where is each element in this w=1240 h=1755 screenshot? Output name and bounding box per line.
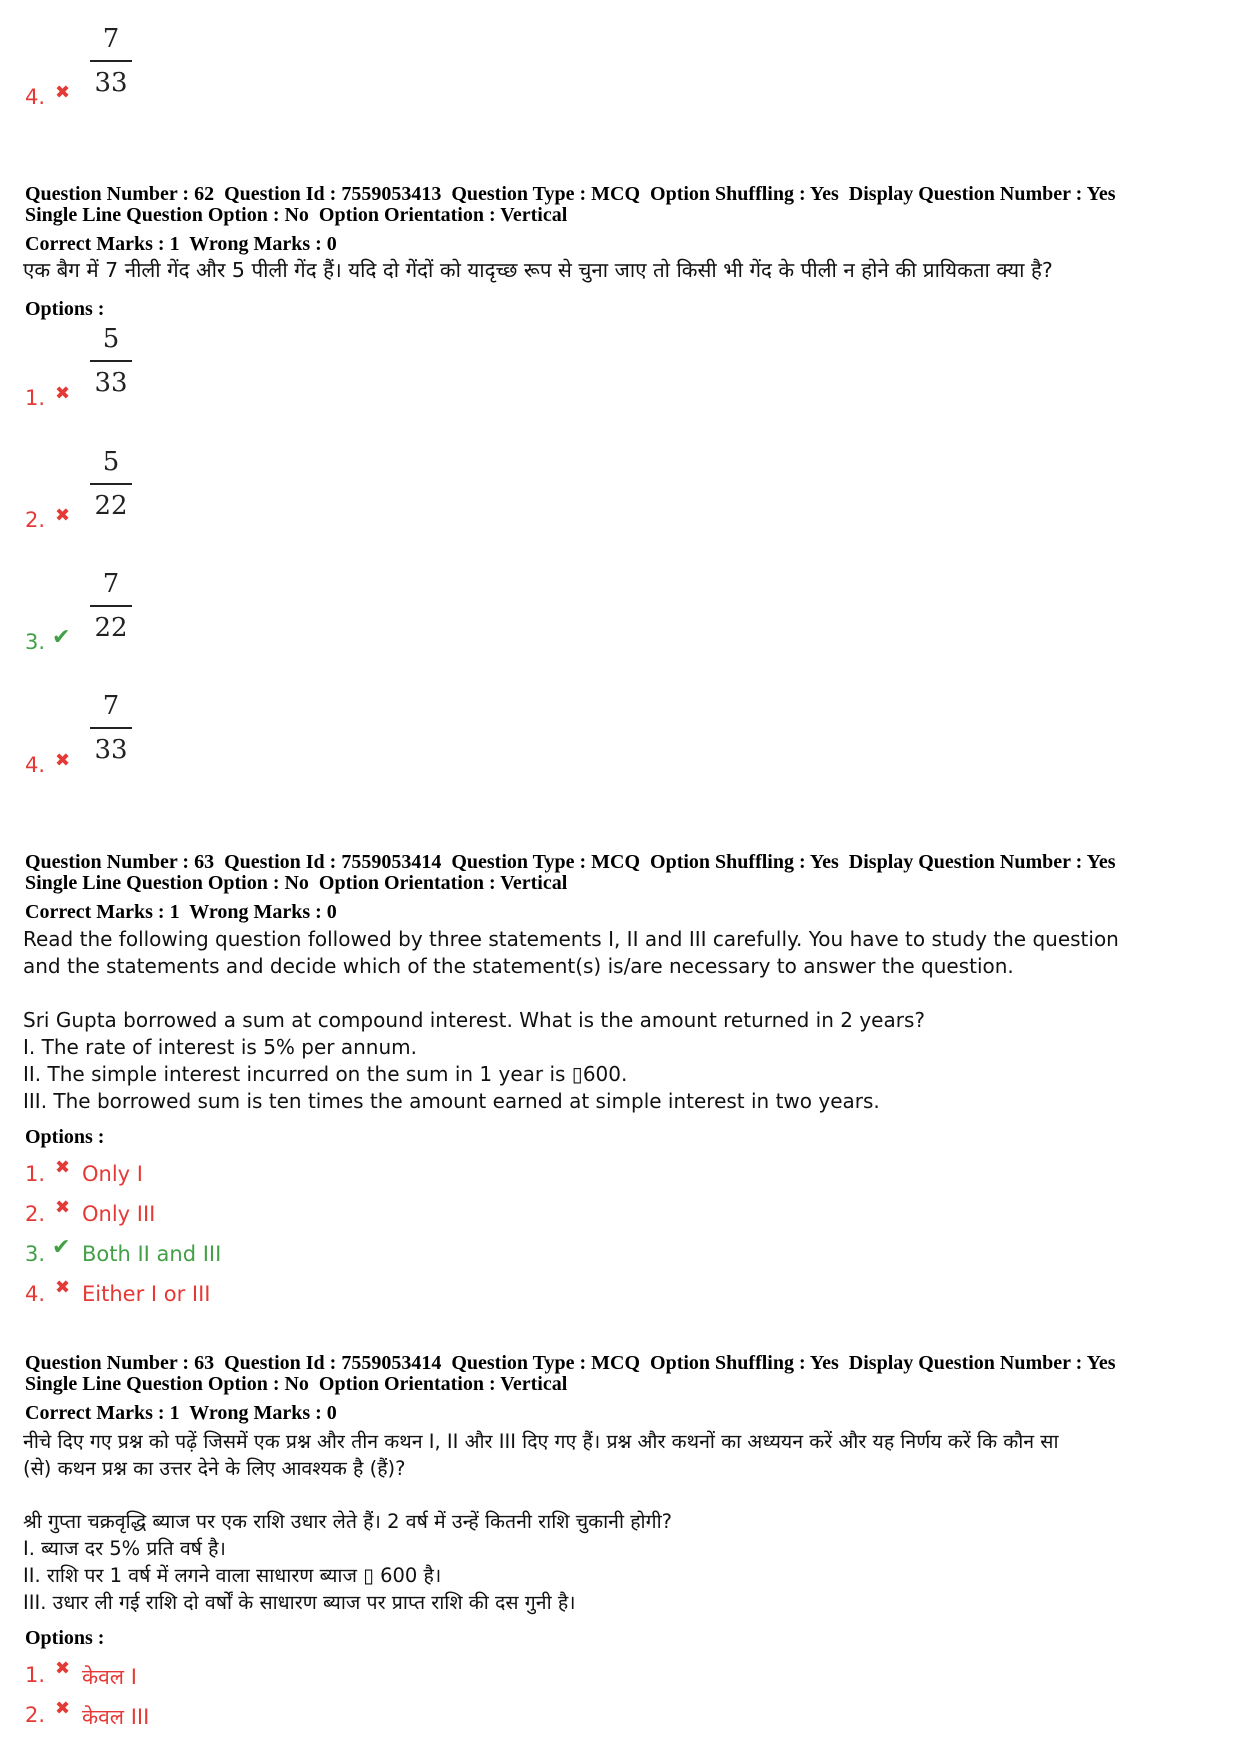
- fraction-bar: [90, 360, 132, 362]
- wrong-cross-icon: ✖: [55, 82, 71, 103]
- option-text: केवल I: [82, 1665, 137, 1689]
- wrong-cross-icon: ✖: [55, 1658, 71, 1679]
- fraction-denominator: 33: [94, 735, 128, 765]
- fraction: [90, 689, 132, 767]
- fraction: [90, 445, 132, 523]
- question-marks: Correct Marks : 1 Wrong Marks : 0: [25, 1402, 337, 1424]
- fraction: [90, 22, 132, 100]
- option-number: 3.: [25, 1242, 46, 1266]
- option-number: 2.: [25, 508, 46, 532]
- option-text: Either I or III: [82, 1282, 211, 1306]
- question-meta-line1: Question Number : 63 Question Id : 7559053414 Question Type : MCQ Option Shuffling : Yes Display Question Number : Yes: [25, 1352, 1116, 1374]
- question-text-line: Read the following question followed by three statements I, II and III carefully. You have to study the question: [23, 927, 1119, 951]
- question-marks: Correct Marks : 1 Wrong Marks : 0: [25, 233, 337, 255]
- option-text: Only III: [82, 1202, 156, 1226]
- option-text: Both II and III: [82, 1242, 222, 1266]
- question-text-line: (से) कथन प्रश्न का उत्तर देने के लिए आवश्यक है (हैं)?: [23, 1457, 406, 1480]
- options-label: Options :: [25, 298, 105, 320]
- option-text: केवल III: [82, 1705, 150, 1729]
- option-number: 2.: [25, 1703, 46, 1727]
- fraction-numerator: 5: [102, 324, 120, 354]
- question-meta-line2: Single Line Question Option : No Option Orientation : Vertical: [25, 872, 568, 894]
- wrong-cross-icon: ✖: [55, 505, 71, 526]
- question-meta-line2: Single Line Question Option : No Option Orientation : Vertical: [25, 1373, 568, 1395]
- options-label: Options :: [25, 1627, 105, 1649]
- correct-check-icon: ✔: [52, 1235, 71, 1260]
- fraction-bar: [90, 605, 132, 607]
- fraction-bar: [90, 60, 132, 62]
- fraction-bar: [90, 483, 132, 485]
- fraction-denominator: 22: [94, 613, 128, 643]
- fraction: [90, 567, 132, 645]
- question-text-line: Sri Gupta borrowed a sum at compound interest. What is the amount returned in 2 years?: [23, 1008, 925, 1032]
- fraction-numerator: 7: [102, 569, 120, 599]
- statement-1: I. The rate of interest is 5% per annum.: [23, 1035, 417, 1059]
- option-number: 4.: [25, 85, 46, 109]
- question-text: एक बैग में 7 नीली गेंद और 5 पीली गेंद हैं। यदि दो गेंदों को यादृच्छ रूप से चुना जाए तो किसी भी गेंद के पीली न होने की प्रायिकता क्या है?: [23, 258, 1053, 282]
- option-number: 2.: [25, 1202, 46, 1226]
- statement-3: III. The borrowed sum is ten times the amount earned at simple interest in two years.: [23, 1089, 880, 1113]
- wrong-cross-icon: ✖: [55, 383, 71, 404]
- fraction-denominator: 33: [94, 68, 128, 98]
- wrong-cross-icon: ✖: [55, 750, 71, 771]
- question-text-line: नीचे दिए गए प्रश्न को पढ़ें जिसमें एक प्रश्न और तीन कथन I, II और III दिए गए हैं। प्रश्न और कथनों का अध्ययन करें और यह निर्णय करें कि कौन सा: [23, 1430, 1059, 1453]
- option-number: 4.: [25, 1282, 46, 1306]
- fraction-bar: [90, 727, 132, 729]
- fraction-denominator: 22: [94, 491, 128, 521]
- option-text: Only I: [82, 1162, 143, 1186]
- statement-1: I. ब्याज दर 5% प्रति वर्ष है।: [23, 1537, 226, 1560]
- wrong-cross-icon: ✖: [55, 1277, 71, 1298]
- option-number: 1.: [25, 1162, 46, 1186]
- fraction: [90, 322, 132, 400]
- fraction-numerator: 7: [102, 24, 120, 54]
- wrong-cross-icon: ✖: [55, 1157, 71, 1178]
- statement-3: III. उधार ली गई राशि दो वर्षों के साधारण ब्याज पर प्राप्त राशि की दस गुनी है।: [23, 1591, 576, 1614]
- option-number: 3.: [25, 630, 46, 654]
- fraction-numerator: 7: [102, 691, 120, 721]
- statement-2: II. The simple interest incurred on the sum in 1 year is ▯600.: [23, 1062, 628, 1086]
- question-meta-line2: Single Line Question Option : No Option Orientation : Vertical: [25, 204, 568, 226]
- wrong-cross-icon: ✖: [55, 1197, 71, 1218]
- question-text-line: श्री गुप्ता चक्रवृद्धि ब्याज पर एक राशि उधार लेते हैं। 2 वर्ष में उन्हें कितनी राशि चुकानी होगी?: [23, 1510, 672, 1533]
- options-label: Options :: [25, 1126, 105, 1148]
- question-meta-line1: Question Number : 63 Question Id : 7559053414 Question Type : MCQ Option Shuffling : Yes Display Question Number : Yes: [25, 851, 1116, 873]
- statement-2: II. राशि पर 1 वर्ष में लगने वाला साधारण ब्याज ▯ 600 है।: [23, 1564, 442, 1587]
- correct-check-icon: ✔: [52, 625, 71, 650]
- option-number: 4.: [25, 753, 46, 777]
- wrong-cross-icon: ✖: [55, 1698, 71, 1719]
- option-number: 1.: [25, 1663, 46, 1687]
- question-text-line: and the statements and decide which of the statement(s) is/are necessary to answer the question.: [23, 954, 1014, 978]
- question-meta-line1: Question Number : 62 Question Id : 7559053413 Question Type : MCQ Option Shuffling : Yes Display Question Number : Yes: [25, 183, 1116, 205]
- fraction-denominator: 33: [94, 368, 128, 398]
- option-number: 1.: [25, 386, 46, 410]
- question-marks: Correct Marks : 1 Wrong Marks : 0: [25, 901, 337, 923]
- fraction-numerator: 5: [102, 447, 120, 477]
